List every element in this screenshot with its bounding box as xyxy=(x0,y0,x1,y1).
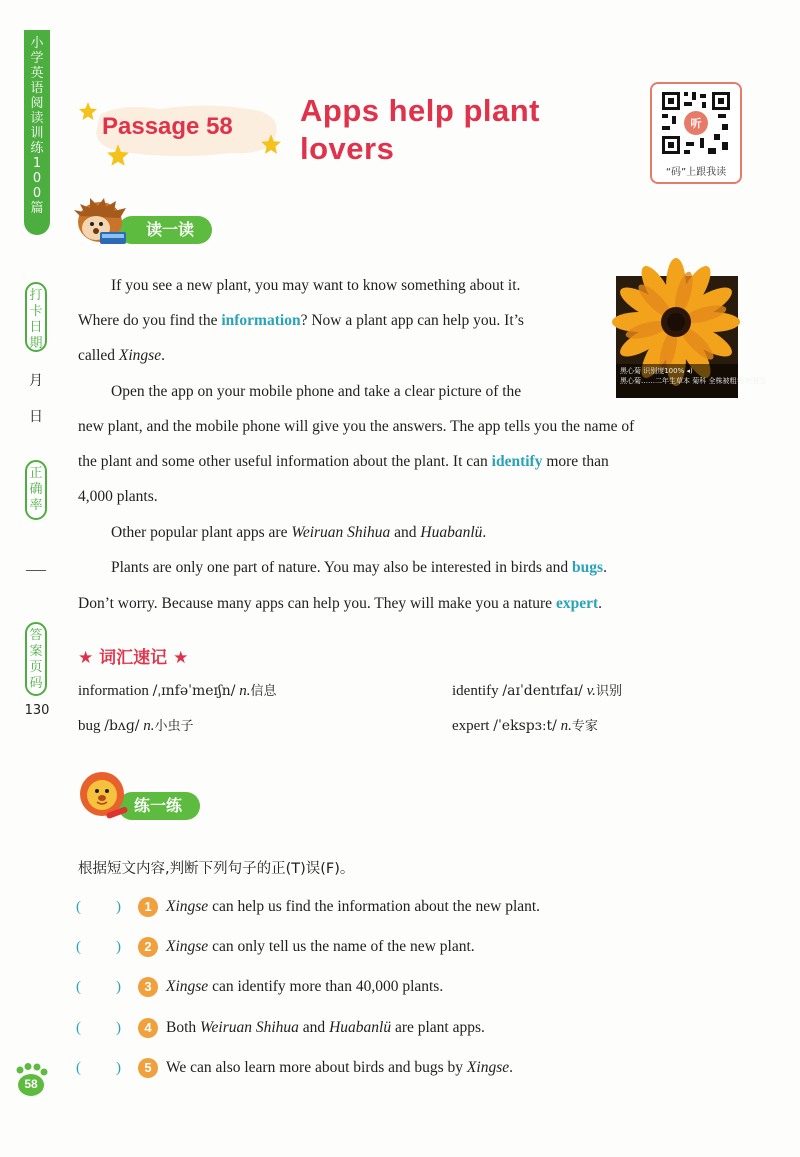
question-number-badge: 4 xyxy=(138,1018,158,1038)
book-title-tab xyxy=(24,30,50,235)
para-3 xyxy=(111,515,711,550)
practice-instruction: 根据短文内容,判断下列句子的正(T)误(F)。 xyxy=(78,861,355,877)
accuracy-label-box xyxy=(25,460,47,520)
month-label: 月 xyxy=(29,373,43,389)
star-icon xyxy=(78,101,98,121)
app-name-xingse: Xingse xyxy=(466,1059,510,1076)
para-4-line-2 xyxy=(78,586,738,621)
qr-code-box[interactable] xyxy=(650,82,742,184)
text-run: called xyxy=(78,347,119,364)
para-1-line-3 xyxy=(78,338,603,373)
vocab-entry xyxy=(78,681,277,702)
text-run: are plant apps. xyxy=(391,1019,485,1036)
app-name-xingse: Xingse xyxy=(166,938,209,955)
vocab-meaning: 小虫子 xyxy=(154,719,194,734)
text-run: Both xyxy=(166,1019,201,1036)
paren-close: ) xyxy=(116,979,121,995)
sidebar xyxy=(0,0,52,1157)
text-run: . xyxy=(161,347,165,364)
vocab-section-title: ★ 词汇速记 ★ xyxy=(78,648,189,668)
text-run: more than xyxy=(542,453,609,470)
text-run: We can also learn more about birds and bugs by xyxy=(166,1059,467,1076)
text-run: . xyxy=(598,595,602,612)
text-run: . xyxy=(482,524,487,541)
qr-caption: “码”上跟我读 xyxy=(665,167,727,178)
vocab-phonetic: /bʌɡ/ xyxy=(104,718,140,734)
vocab-word: bug xyxy=(78,718,101,734)
page-number-paw xyxy=(14,1063,46,1097)
photo-result-bar xyxy=(616,364,767,398)
para-2-line-4: 4,000 plants. xyxy=(78,488,158,505)
vocab-entry xyxy=(452,681,622,702)
question-row-2 xyxy=(76,935,716,959)
photo-result-line-2: 黑心菊……二年生草本 菊科 全株被粗毛 叶互生 xyxy=(620,377,767,385)
text-run: can help us find the information about the new plant. xyxy=(208,898,541,915)
text-run: and xyxy=(298,1019,330,1036)
text-run: . xyxy=(509,1059,513,1076)
para-1-line-1: If you see a new plant, you may want to know something about it. xyxy=(111,277,521,294)
app-name-xingse: Xingse xyxy=(166,978,209,995)
paren-close: ) xyxy=(116,939,121,955)
star-icon xyxy=(106,143,130,167)
day-label: 日 xyxy=(29,409,43,425)
question-text xyxy=(166,895,540,919)
text-run: can identify more than 40,000 plants. xyxy=(208,978,444,995)
para-4-line-1 xyxy=(111,550,741,585)
app-name-huabanlu: Huabanlü xyxy=(420,524,483,541)
answer-page-label: 答案页码 xyxy=(29,628,43,691)
question-text xyxy=(166,935,475,959)
paren-open: ( xyxy=(76,1020,81,1036)
vocab-pos: n. xyxy=(143,718,155,734)
app-name-xingse: Xingse xyxy=(166,898,209,915)
vocab-pos: v. xyxy=(586,683,596,699)
answer-page-label-box xyxy=(25,622,47,696)
para-1-line-2 xyxy=(78,303,603,338)
app-name-huabanlu: Huabanlü xyxy=(329,1019,392,1036)
vocab-word: information xyxy=(78,683,149,699)
question-number-badge: 3 xyxy=(138,977,158,997)
question-number-badge: 2 xyxy=(138,937,158,957)
vocab-phonetic: /ˌɪnfəˈmeɪʃn/ xyxy=(152,683,236,699)
vocab-meaning: 信息 xyxy=(250,684,277,699)
paren-open: ( xyxy=(76,1060,81,1076)
vocab-word: expert xyxy=(452,718,490,734)
paren-open: ( xyxy=(76,899,81,915)
book-title: 小学英语阅读训练100篇 xyxy=(30,36,44,216)
paren-open: ( xyxy=(76,979,81,995)
accuracy-label: 正确率 xyxy=(29,466,43,513)
text-run: and xyxy=(390,524,421,541)
paren-close: ) xyxy=(116,1060,121,1076)
question-text xyxy=(166,1056,513,1080)
text-run: Other popular plant apps are xyxy=(111,524,292,541)
checkin-date-label: 打卡日期 xyxy=(29,288,43,351)
text-run: can only tell us the name of the new plant. xyxy=(208,938,475,955)
vocab-entry xyxy=(452,716,598,737)
answer-blank[interactable] xyxy=(76,975,122,999)
question-text xyxy=(166,1016,485,1040)
app-name-xingse: Xingse xyxy=(118,347,162,364)
passage-badge xyxy=(90,95,290,165)
para-2-line-2: new plant, and the mobile phone will give you the answers. The app tells you the name of xyxy=(78,418,635,435)
question-row-3 xyxy=(76,975,716,999)
paren-open: ( xyxy=(76,939,81,955)
vocab-word-information: information xyxy=(221,312,301,329)
text-run: the plant and some other useful information about the plant. It can xyxy=(78,453,492,470)
question-row-4 xyxy=(76,1016,716,1040)
app-name-weiruan-shihua: Weiruan Shihua xyxy=(291,524,391,541)
vocab-pos: n. xyxy=(560,718,572,734)
text-run: Where do you find the xyxy=(78,312,222,329)
lion-mascot-icon xyxy=(76,770,130,824)
para-2-line-1: Open the app on your mobile phone and take a clear picture of the xyxy=(111,383,522,400)
read-section-header xyxy=(78,212,238,248)
question-row-1 xyxy=(76,895,716,919)
para-2-line-3 xyxy=(78,444,738,479)
vocab-word-identify: identify xyxy=(491,453,543,470)
answer-page-number: 130 xyxy=(24,703,50,718)
answer-blank[interactable] xyxy=(76,1056,122,1080)
hedgehog-reading-icon xyxy=(74,198,132,246)
text-run: . xyxy=(603,559,607,576)
vocab-pos: n. xyxy=(239,683,251,699)
qr-listen-label: 听 xyxy=(690,117,702,130)
question-number-badge: 5 xyxy=(138,1058,158,1078)
vocab-phonetic: /ˈekspɜːt/ xyxy=(493,718,557,734)
vocab-entry xyxy=(78,716,194,737)
page-title xyxy=(300,92,540,168)
vocab-word-expert: expert xyxy=(555,595,599,612)
star-icon xyxy=(260,133,282,155)
text-run: Don’t worry. Because many apps can help you. They will make you a nature xyxy=(78,595,556,612)
passage-label: Passage 58 xyxy=(102,113,233,140)
vocab-word-bugs: bugs xyxy=(572,559,604,576)
app-name-weiruan-shihua: Weiruan Shihua xyxy=(200,1019,299,1036)
text-run: ? Now a plant app can help you. It’s xyxy=(300,312,524,329)
practice-section-header xyxy=(78,788,238,824)
checkin-date-label-box xyxy=(25,282,47,352)
answer-blank[interactable] xyxy=(76,895,122,919)
vocab-word: identify xyxy=(452,683,499,699)
page-number: 58 xyxy=(24,1077,38,1091)
question-number-badge: 1 xyxy=(138,897,158,917)
vocab-meaning: 专家 xyxy=(571,719,598,734)
paren-close: ) xyxy=(116,899,121,915)
read-section-title: 读一读 xyxy=(118,216,212,244)
answer-blank[interactable] xyxy=(76,1016,122,1040)
vocab-meaning: 识别 xyxy=(595,684,622,699)
question-row-5 xyxy=(76,1056,716,1080)
practice-section-title: 练一练 xyxy=(118,792,200,820)
title-line-2: lovers xyxy=(300,131,395,166)
question-text xyxy=(166,975,443,999)
flower-photo xyxy=(616,276,767,398)
paren-close: ) xyxy=(116,1020,121,1036)
accuracy-blank-line xyxy=(26,570,46,571)
text-run: Plants are only one part of nature. You may also be interested in birds and xyxy=(111,559,573,576)
photo-result-line-1: 黑心菊 识别度100% ◂) xyxy=(620,367,693,375)
vocab-phonetic: /aɪˈdentɪfaɪ/ xyxy=(502,683,583,699)
answer-blank[interactable] xyxy=(76,935,122,959)
title-line-1: Apps help plant xyxy=(300,93,540,128)
